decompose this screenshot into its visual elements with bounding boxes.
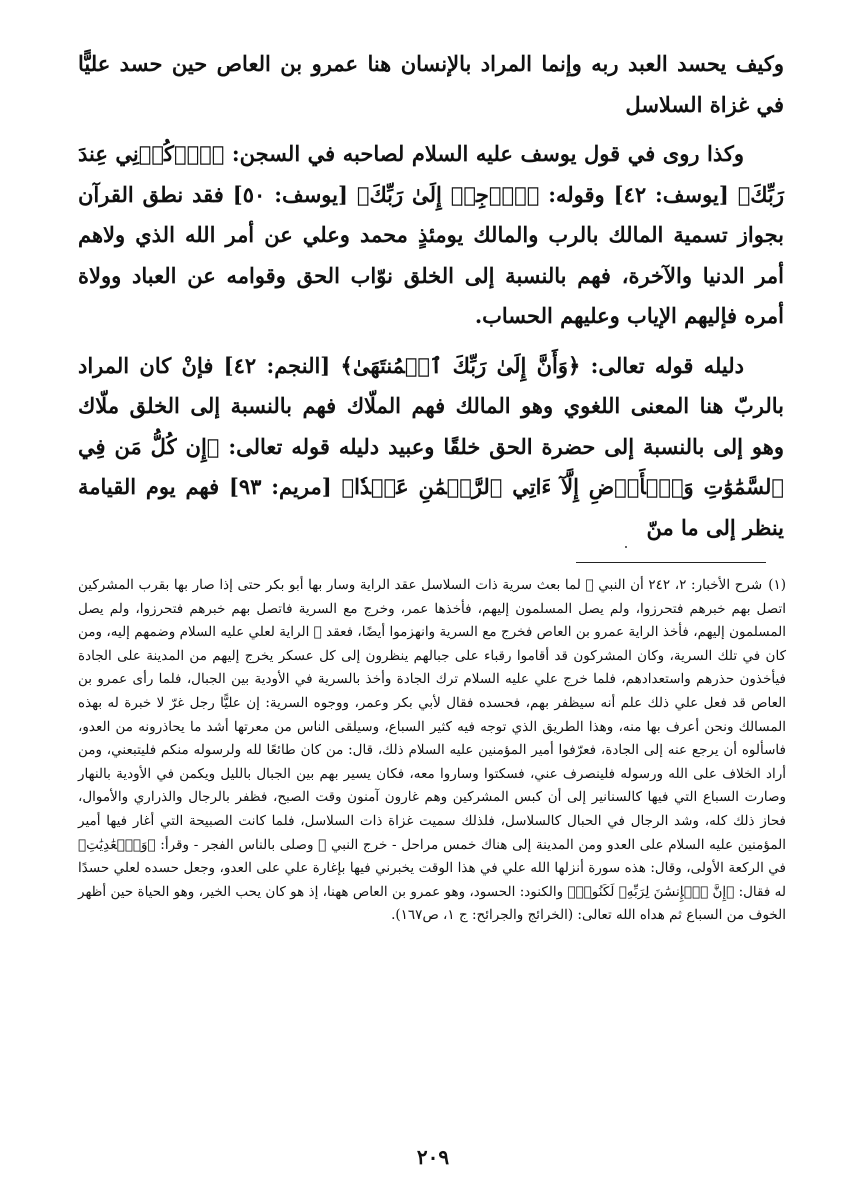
footnote-number: (١): [768, 577, 787, 593]
paragraph-3: دليله قوله تعالى: ﴿وَأَنَّ إِلَىٰ رَبِّكَ ٱلۡمُنتَهَىٰ﴾ [النجم: ٤٢] فإنْ كان المراد بالربّ هنا المعنى اللغوي وهو المالك فهم الملّاك فهم بالنسبة إلى الخلق ملّاك وهو إلى بالنسبة إلى حضرة الحق خلقًا وعبيد دليله قوله تعالى: ﴿إِن كُلُّ مَن فِي ٱلسَّمَٰوَٰتِ وَٱلۡأَرۡضِ إِلَّآ ءَاتِي ٱلرَّحۡمَٰنِ عَبۡدٗا﴾ [مريم: ٩٣] فهم يوم القيامة ينظر إلى ما منّ: [78, 352, 785, 540]
footnote: [78, 574, 786, 928]
main-text: [78, 44, 784, 548]
paragraph-1: وكيف يحسد العبد ربه وإنما المراد بالإنسان هنا عمرو بن العاص حين حسد عليًّا في غزاة السلاسل: [78, 51, 784, 117]
stray-dot: [625, 546, 627, 548]
page-number: ٢٠٩: [416, 1145, 450, 1169]
footnote-text: شرح الأخبار: ٢، ٢٤٢ أن النبي ﷺ لما بعث سرية ذات السلاسل عقد الراية وسار بها أبو بكر حتى إذا صار بها بقرب المشركين اتصل بهم خبرهم فتحرزوا، ولم يصل المسلمون إليهم، فأخذها عمر، وخرج مع السرية فاتصل بهم خبرهم فتحرزوا، ولم يصل المسلمون إليهم، فأخذ الراية عمرو بن العاص فخرج مع السرية وانهزموا أيضًا، فعقد ﷺ الراية لعلي عليه السلام وضمهم إليه، ومن كان في تلك السرية، وكان المشركون قد أقاموا رقباء على جبالهم ينظرون إلى كل عسكر يخرج إليهم من المدينة على الجادة فيأخذون حذرهم واستعدادهم، فلما خرج علي عليه السلام ترك الجادة وأخذ بالسرية في الأودية بين الجبال، فلما رأى عمرو بن العاص قد فعل علي ذلك علم أنه سيظفر بهم، فحسده فقال لأبي بكر وعمر، ووجوه السرية: إن عليًّا رجل غرّ لا خبرة له بهذه المسالك ونحن أعرف بها منه، وهذا الطريق الذي توجه فيه كثير السباع، وسيلقى الناس من معرتها أشد ما يحاذرونه من العدو، فاسألوه أن يرجع عنه إلى الجادة، فعرّفوا أمير المؤمنين عليه السلام ذلك، قال: من كان طائعًا لله ولرسوله منكم فليتبعني، ومن أراد الخلاف على الله ورسوله فلينصرف عني، فسكتوا وساروا معه، فكان يسير بهم بين الجبال بالليل ويكمن في الأودية بالنهار وصارت السباع التي فيها كالسنانير إلى أن كبس المشركين وهم غارون آمنون وقت الصبح، فظفر بالرجال والذراري والأموال، فحاز ذلك كله، وشد الرجال في الحبال كالسلاسل، فلذلك سميت غزاة ذات السلاسل، فلما كانت الصبيحة التي أغار فيها أمير المؤمنين عليه السلام على العدو ومن المدينة إلى هناك خمس مراحل - خرج النبي ﷺ وصلى بالناس الفجر - وقرأ: ﴿وَٱلۡعَٰدِيَٰتِ﴾ في الركعة الأولى، وقال: هذه سورة أنزلها الله علي في هذا الوقت يخبرني فيها بإغارة علي على العدو، وجعل حسده لعلي حسدًا له فقال: ﴿إِنَّ ٱلۡإِنسَٰنَ لِرَبِّهِۦ لَكَنُودٞ﴾ والكنود: الحسود، وهو عمرو بن العاص ههنا، إذ هو كان يحب الخير، وهو الحياة حين أظهر الخوف من السباع ثم هداه الله تعالى: (الخرائج والجرائح: ج ١، ص١٦٧).: [78, 577, 786, 924]
paragraph-2: وكذا روى في قول يوسف عليه السلام لصاحبه في السجن: ﴿ٱذۡكُرۡنِي عِندَ رَبِّكَ﴾ [يوسف: ٤٢] وقوله: ﴿ٱرۡجِعۡ إِلَىٰ رَبِّكَ﴾ [يوسف: ٥٠] فقد نطق القرآن بجواز تسمية المالك بالرب والمالك يومئذٍ محمد وعلي عن أمر الله الذي ولاهم أمر الدنيا والآخرة، فهم بالنسبة إلى الخلق نوّاب الحق وقوامه عن العباد وولاة أمره فإليهم الإياب وعليهم الحساب.: [78, 141, 784, 328]
footnote-divider: [576, 562, 766, 563]
